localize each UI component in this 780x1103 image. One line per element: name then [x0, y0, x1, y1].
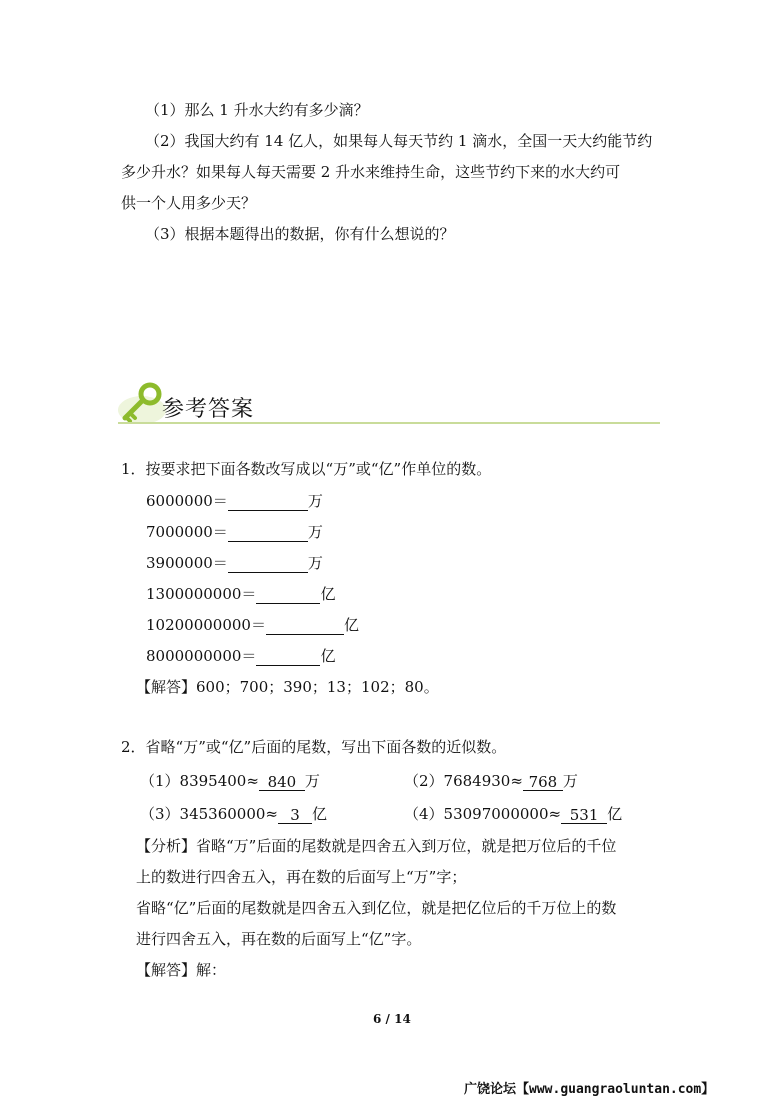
footer-site: 广饶论坛【 [464, 1082, 530, 1097]
q1-number: 10200000000＝ [146, 616, 266, 634]
q2-analysis-line-1: 【分析】省略“万”后面的尾数就是四舍五入到万位，就是把万位后的千位 [136, 837, 617, 855]
q1-number: 1300000000＝ [146, 585, 257, 603]
key-icon [116, 380, 168, 428]
page-number: 6 / 14 [373, 1012, 411, 1026]
section-title: 参考答案 [162, 397, 255, 422]
q1-item-4 [146, 584, 335, 604]
q2-solution: 【解答】解： [136, 961, 227, 979]
answer-blank [228, 554, 308, 573]
footer-url[interactable]: www.guangraoluntan.com [529, 1082, 702, 1097]
q2-item-3 [140, 804, 327, 824]
q1-answer: 【解答】600；700；390；13；102；80。 [136, 678, 439, 696]
q2-label: （4）53097000000≈ [404, 805, 562, 823]
q1-item-1 [146, 491, 323, 511]
answer-blank [228, 523, 308, 542]
q2-label: （1）8395400≈ [140, 772, 259, 790]
q2-item-2 [404, 771, 578, 791]
q2-label: （3）345360000≈ [140, 805, 279, 823]
q2-prompt: 2．省略“万”或“亿”后面的尾数，写出下面各数的近似数。 [121, 738, 507, 756]
answer-blank [266, 616, 344, 635]
footer-close: 】 [701, 1082, 715, 1097]
q2-item-1 [140, 771, 320, 791]
footer-watermark [464, 1078, 714, 1097]
q2-unit: 万 [304, 772, 320, 790]
q2-unit: 亿 [607, 805, 623, 823]
q1-unit: 万 [307, 492, 323, 510]
q1-item-2 [146, 522, 323, 542]
q2-answer-value: 531 [561, 805, 607, 824]
question-2-text-cont: 多少升水？如果每人每天需要 2 升水来维持生命，这些节约下来的水大约可 [121, 163, 621, 181]
q2-answer-value: 840 [259, 772, 305, 791]
q1-number: 6000000＝ [146, 492, 228, 510]
question-2-text: （2）我国大约有 14 亿人，如果每人每天节约 1 滴水，全国一天大约能节约 [145, 132, 653, 150]
q1-unit: 亿 [343, 616, 359, 634]
q2-analysis-line-3: 省略“亿”后面的尾数就是四舍五入到亿位，就是把亿位后的千万位上的数 [136, 899, 617, 917]
q2-answer-value: 3 [278, 805, 312, 824]
q1-unit: 万 [307, 554, 323, 572]
answer-blank [256, 585, 320, 604]
q1-number: 8000000000＝ [146, 647, 257, 665]
question-2-text-end: 供一个人用多少天？ [121, 194, 257, 212]
q1-number: 7000000＝ [146, 523, 228, 541]
q2-analysis-line-2: 上的数进行四舍五入，再在数的后面写上“万”字； [136, 868, 467, 886]
question-3-text: （3）根据本题得出的数据，你有什么想说的？ [145, 225, 455, 243]
q1-item-5 [146, 615, 359, 635]
q2-answer-value: 768 [523, 772, 563, 791]
q2-item-4 [404, 804, 622, 824]
q2-analysis-line-4: 进行四舍五入，再在数的后面写上“亿”字。 [136, 930, 422, 948]
q1-unit: 亿 [320, 585, 336, 603]
q1-unit: 亿 [320, 647, 336, 665]
q2-label: （2）7684930≈ [404, 772, 523, 790]
question-1-text: （1）那么 1 升水大约有多少滴？ [145, 101, 369, 119]
answer-blank [228, 492, 308, 511]
q1-number: 3900000＝ [146, 554, 228, 572]
q2-unit: 亿 [312, 805, 328, 823]
answer-blank [256, 647, 320, 666]
section-divider [118, 422, 660, 424]
q1-unit: 万 [307, 523, 323, 541]
q2-unit: 万 [562, 772, 578, 790]
q1-item-3 [146, 553, 323, 573]
q1-prompt: 1．按要求把下面各数改写成以“万”或“亿”作单位的数。 [121, 460, 492, 478]
q1-item-6 [146, 646, 335, 666]
